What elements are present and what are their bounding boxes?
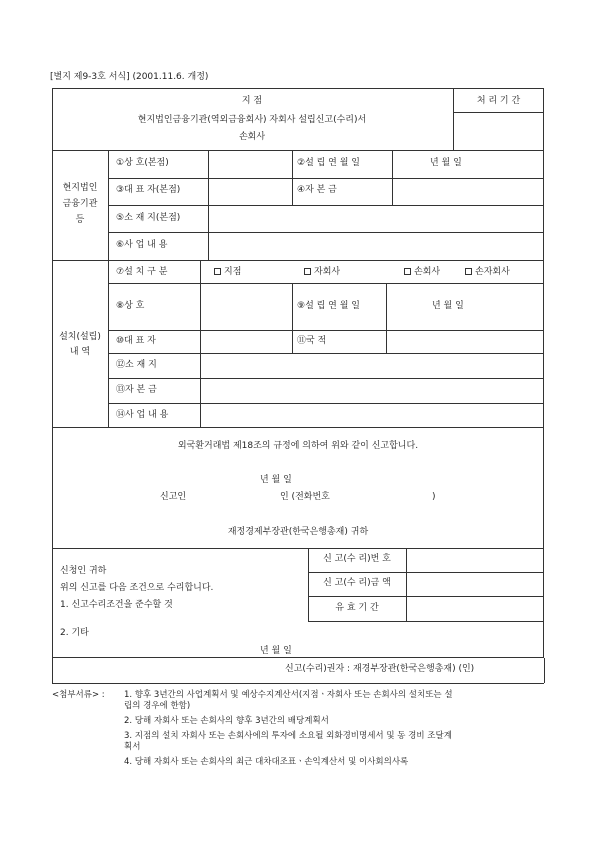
validity-period-field[interactable] bbox=[407, 597, 543, 620]
option-great-subsidiary[interactable]: 손자회사 bbox=[465, 267, 510, 278]
section-a-label-3: 등 bbox=[75, 215, 85, 225]
b-capital-label: ⑬자 본 금 bbox=[116, 385, 157, 395]
applicant-seal-phone: 인 (전화번호 bbox=[280, 492, 330, 502]
b-capital-field[interactable] bbox=[201, 379, 543, 402]
title-main: 현지법인금융기관(역외금융회사) 자회사 설립신고(수리)서 bbox=[137, 115, 367, 125]
a-capital-label: ④자 본 금 bbox=[297, 185, 337, 195]
approval-number-label: 신 고(수 리)번 호 bbox=[323, 554, 391, 564]
approval-number-field[interactable] bbox=[407, 549, 543, 571]
attachments-heading: <첨부서류> : bbox=[52, 690, 105, 700]
approval-condition-1: 1. 신고수리조건을 준수할 것 bbox=[60, 600, 173, 610]
section-a-label-2: 금융기관 bbox=[62, 199, 98, 209]
b-established-date-label: ⑨설 립 연 월 일 bbox=[297, 301, 360, 311]
checkbox-great-subsidiary[interactable] bbox=[465, 268, 472, 275]
b-established-date-field[interactable]: 년 월 일 bbox=[432, 301, 464, 311]
processing-period-value[interactable] bbox=[454, 113, 543, 149]
b-business-field[interactable] bbox=[201, 404, 543, 426]
section-b-label-1: 설치(설립) bbox=[59, 332, 101, 342]
section-a-label-1: 현지법인 bbox=[62, 183, 98, 193]
form-reference: [별지 제9-3호 서식] (2001.11.6. 개정) bbox=[50, 72, 209, 82]
declaration-date[interactable]: 년 월 일 bbox=[260, 475, 292, 485]
declaration-statement: 외국환거래법 제18조의 규정에 의하여 위와 같이 신고합니다. bbox=[177, 441, 419, 451]
approval-authority: 신고(수리)권자 : 재경부장관(한국은행총재) (인) bbox=[285, 664, 475, 674]
a-established-date-label: ②설 립 연 월 일 bbox=[297, 158, 360, 168]
b-nationality-label: ⑪국 적 bbox=[297, 336, 327, 346]
checkbox-subsidiary[interactable] bbox=[304, 268, 311, 275]
attachment-item-3-cont: 획서 bbox=[124, 742, 141, 752]
b-representative-field[interactable] bbox=[201, 331, 291, 352]
approval-date[interactable]: 년 월 일 bbox=[260, 646, 292, 656]
b-install-type-label: ⑦설 치 구 분 bbox=[116, 267, 168, 277]
declaration-addressee: 재정경제부장관(한국은행총재) 귀하 bbox=[227, 527, 369, 537]
a-capital-field[interactable] bbox=[393, 179, 543, 204]
applicant-label: 신고인 bbox=[160, 492, 187, 502]
approval-amount-field[interactable] bbox=[407, 573, 543, 595]
a-representative-field[interactable] bbox=[209, 179, 291, 204]
attachment-item-4: 4. 당해 자회사 또는 손회사의 최근 대차대조표ㆍ손익계산서 및 이사회의사록 bbox=[124, 757, 409, 767]
approval-to-applicant: 신청인 귀하 bbox=[60, 566, 107, 576]
a-established-date-field[interactable]: 년 월 일 bbox=[430, 158, 462, 168]
attachment-item-2: 2. 당해 자회사 또는 손회사의 향후 3년간의 배당계획서 bbox=[124, 716, 329, 726]
attachment-item-1-cont: 립의 경우에 한함) bbox=[124, 701, 191, 711]
option-branch[interactable]: 지점 bbox=[214, 267, 241, 278]
validity-period-label: 유 효 기 간 bbox=[335, 603, 379, 613]
b-business-label: ⑭사 업 내 용 bbox=[116, 410, 169, 420]
b-trade-name-label: ⑧상 호 bbox=[116, 301, 145, 311]
section-b-label-2: 내 역 bbox=[69, 347, 91, 357]
a-address-label: ⑤소 재 지(본점) bbox=[116, 213, 181, 223]
a-trade-name-label: ①상 호(본점) bbox=[116, 158, 169, 168]
a-address-field[interactable] bbox=[209, 206, 543, 231]
attachment-item-3: 3. 지점의 설치 자회사 또는 손회사에의 투자에 소요될 외화경비명세서 및 동 경비 조달계 bbox=[124, 731, 452, 741]
a-business-field[interactable] bbox=[209, 233, 543, 259]
b-representative-label: ⑩대 표 자 bbox=[116, 336, 156, 346]
checkbox-sub-subsidiary[interactable] bbox=[404, 268, 411, 275]
checkbox-branch[interactable] bbox=[214, 268, 221, 275]
title-bottom: 손회사 bbox=[238, 132, 266, 142]
approval-accept-text: 위의 신고를 다음 조건으로 수리합니다. bbox=[60, 583, 214, 593]
b-nationality-field[interactable] bbox=[387, 331, 543, 352]
a-representative-label: ③대 표 자(본점) bbox=[116, 185, 181, 195]
approval-amount-label: 신 고(수 리)금 액 bbox=[323, 578, 391, 588]
b-address-field[interactable] bbox=[201, 354, 543, 377]
phone-close-paren: ) bbox=[432, 492, 436, 502]
a-business-label: ⑥사 업 내 용 bbox=[116, 240, 168, 250]
attachment-item-1: 1. 향후 3년간의 사업계획서 및 예상수지계산서(지점ㆍ자회사 또는 손회사의 설치또는 설 bbox=[124, 690, 453, 700]
approval-condition-2: 2. 기타 bbox=[60, 628, 89, 638]
title-top: 지 점 bbox=[241, 96, 263, 106]
option-subsidiary[interactable]: 자회사 bbox=[304, 267, 340, 278]
a-trade-name-field[interactable] bbox=[209, 151, 291, 177]
option-sub-subsidiary[interactable]: 손회사 bbox=[404, 267, 440, 278]
b-address-label: ⑫소 재 지 bbox=[116, 360, 157, 370]
b-trade-name-field[interactable] bbox=[201, 284, 291, 329]
processing-period-label: 처 리 기 간 bbox=[476, 96, 521, 106]
